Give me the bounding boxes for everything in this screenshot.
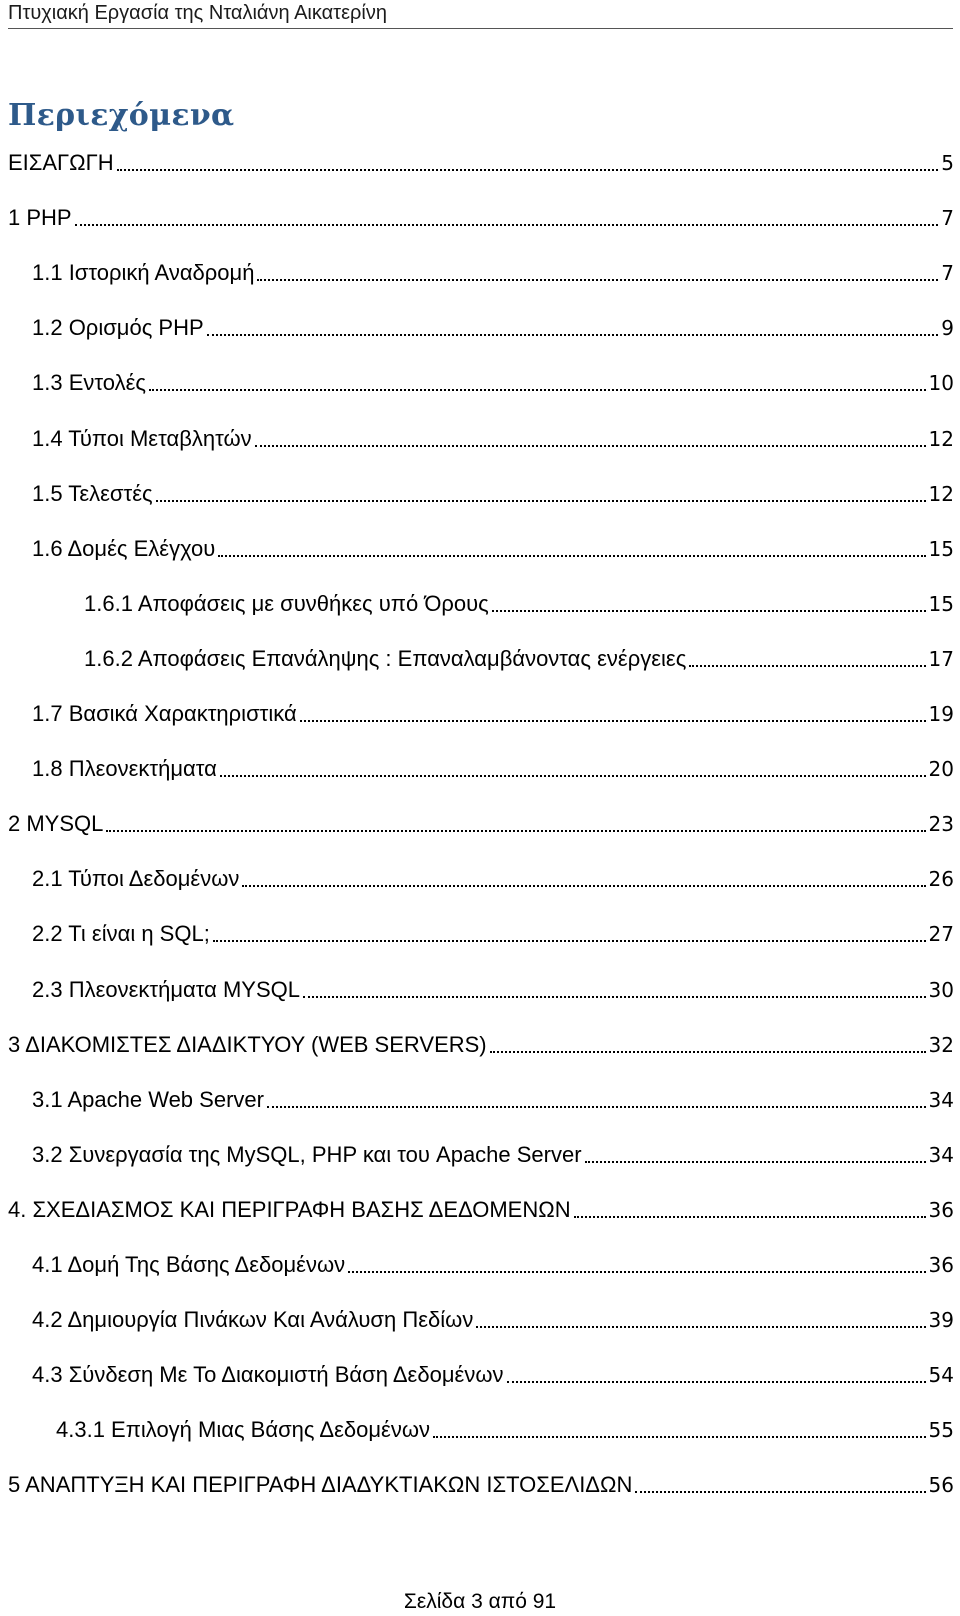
- dot-leader: [257, 278, 938, 281]
- dot-leader: [149, 388, 926, 391]
- toc-entry[interactable]: [8, 144, 954, 176]
- dot-leader: [75, 223, 939, 226]
- toc-entry-label: 3.1 Apache Web Server: [32, 1086, 264, 1112]
- toc-entry-page-number: 36: [928, 1253, 954, 1277]
- toc-entry[interactable]: [32, 1301, 954, 1333]
- toc-entry-page-number: 5: [941, 151, 954, 175]
- toc-entry-page-number: 34: [928, 1087, 954, 1112]
- toc-entry-page-number: 54: [928, 1363, 954, 1388]
- running-header: Πτυχιακή Εργασία της Νταλιάνη Αικατερίνη: [8, 0, 953, 29]
- toc-entry-page-number: 7: [941, 261, 954, 286]
- toc-entry[interactable]: [8, 1026, 954, 1058]
- toc-entry[interactable]: [32, 1136, 954, 1168]
- toc-entry-label: 1.3 Εντολές: [32, 370, 146, 396]
- toc-entry[interactable]: [32, 695, 954, 727]
- toc-entry-page-number: 26: [928, 867, 954, 892]
- dot-leader: [213, 939, 926, 942]
- toc-entry-page-number: 55: [928, 1418, 954, 1443]
- toc-entry-label: 2.3 Πλεονεκτήματα MYSQL: [32, 976, 300, 1002]
- toc-entry-page-number: 23: [928, 812, 954, 837]
- toc-entry-page-number: 7: [941, 206, 954, 231]
- toc-entry-label: 2 MYSQL: [8, 811, 104, 837]
- dot-leader: [348, 1270, 925, 1273]
- dot-leader: [117, 168, 939, 171]
- toc-entry-page-number: 10: [928, 371, 954, 396]
- toc-entry[interactable]: [32, 1081, 954, 1113]
- toc-entry-label: ΕΙΣΑΓΩΓΗ: [8, 150, 114, 175]
- dot-leader: [220, 774, 926, 777]
- toc-entry[interactable]: [32, 530, 954, 562]
- toc-entry-page-number: 20: [928, 757, 954, 782]
- toc-entry-label: 1.6.1 Αποφάσεις με συνθήκες υπό Όρους: [84, 590, 489, 616]
- dot-leader: [476, 1325, 925, 1328]
- toc-entry-page-number: 17: [928, 646, 954, 671]
- dot-leader: [689, 664, 925, 667]
- dot-leader: [242, 884, 925, 887]
- toc-entry-label: 2.2 Τι είναι η SQL;: [32, 921, 210, 947]
- toc-title: Περιεχόμενα: [8, 98, 235, 133]
- toc-entry-label: 1.6 Δομές Ελέγχου: [32, 535, 216, 561]
- toc-entry[interactable]: [32, 860, 954, 892]
- toc-entry-page-number: 39: [928, 1308, 954, 1333]
- toc-entry-label: 1.4 Τύποι Μεταβλητών: [32, 425, 252, 451]
- toc-entry-label: 1.6.2 Αποφάσεις Επανάληψης : Επαναλαμβάνοντας ενέργειες: [84, 645, 687, 671]
- dot-leader: [267, 1105, 926, 1108]
- toc-entry-label: 4.3 Σύνδεση Με Το Διακομιστή Βάση Δεδομένων: [32, 1362, 504, 1388]
- dot-leader: [156, 499, 926, 502]
- toc-entry-label: 1.5 Τελεστές: [32, 480, 153, 506]
- dot-leader: [255, 444, 926, 447]
- toc-entry[interactable]: [8, 1466, 954, 1498]
- toc-entry-page-number: 27: [928, 922, 954, 947]
- toc-entry[interactable]: [32, 254, 954, 286]
- toc-entry-label: 4. ΣΧΕΔΙΑΣΜΟΣ ΚΑΙ ΠΕΡΙΓΡΑΦΗ ΒΑΣΗΣ ΔΕΔΟΜΕΝΩΝ: [8, 1196, 571, 1222]
- dot-leader: [635, 1490, 925, 1493]
- toc-entry-label: 3.2 Συνεργασία της MySQL, PHP και του Apache Server: [32, 1141, 582, 1167]
- toc-entry-label: 3 ΔΙΑΚΟΜΙΣΤΕΣ ΔΙΑΔΙΚΤΥΟΥ (WEB SERVERS): [8, 1031, 487, 1057]
- toc-entry-page-number: 19: [928, 702, 954, 726]
- page-footer: Σελίδα 3 από 91: [403, 1590, 557, 1613]
- toc-entry[interactable]: [56, 1411, 954, 1443]
- toc-entry-label: 4.2 Δημιουργία Πινάκων Και Ανάλυση Πεδίων: [32, 1307, 474, 1333]
- toc-entry-page-number: 12: [928, 481, 954, 506]
- dot-leader: [507, 1380, 926, 1383]
- toc-entry-label: 2.1 Τύποι Δεδομένων: [32, 866, 240, 892]
- toc-entry-page-number: 32: [928, 1032, 954, 1057]
- toc-entry-page-number: 36: [928, 1197, 954, 1222]
- toc-entry[interactable]: [8, 805, 954, 837]
- toc-entry[interactable]: [84, 640, 954, 672]
- dot-leader: [218, 554, 925, 557]
- toc-entry-label: 1.1 Ιστορική Αναδρομή: [32, 260, 255, 286]
- toc-entry[interactable]: [32, 309, 954, 341]
- toc-entry[interactable]: [32, 420, 954, 452]
- dot-leader: [303, 995, 926, 998]
- toc-entry-page-number: 9: [941, 316, 954, 341]
- toc-entry[interactable]: [84, 585, 954, 617]
- toc-entry-label: 4.1 Δομή Της Βάσης Δεδομένων: [32, 1252, 346, 1277]
- toc-entry-page-number: 15: [928, 591, 954, 616]
- toc-entry-label: 1.8 Πλεονεκτήματα: [32, 756, 217, 782]
- toc-entry[interactable]: [32, 475, 954, 507]
- toc-entry[interactable]: [32, 1246, 954, 1278]
- toc-entry[interactable]: [32, 915, 954, 947]
- dot-leader: [585, 1160, 926, 1163]
- dot-leader: [207, 333, 939, 336]
- toc-entry-page-number: 34: [928, 1142, 954, 1167]
- toc-entry[interactable]: [32, 971, 954, 1003]
- toc-entry-label: 5 ΑΝΑΠΤΥΞΗ ΚΑΙ ΠΕΡΙΓΡΑΦΗ ΔΙΑΔΥΚΤΙΑΚΩΝ ΙΣΤΟΣΕΛΙΔΩΝ: [8, 1472, 633, 1498]
- toc-entry[interactable]: [32, 364, 954, 396]
- toc-entry[interactable]: [32, 750, 954, 782]
- toc-entry-label: 1 PHP: [8, 205, 72, 231]
- dot-leader: [490, 1050, 926, 1053]
- toc-entry[interactable]: [8, 199, 954, 231]
- toc-entry-page-number: 56: [928, 1473, 954, 1498]
- dot-leader: [433, 1435, 926, 1438]
- dot-leader: [492, 609, 926, 612]
- toc-entry-label: 4.3.1 Επιλογή Μιας Βάσης Δεδομένων: [56, 1417, 431, 1443]
- dot-leader: [574, 1215, 926, 1218]
- toc-entry[interactable]: [8, 1191, 954, 1223]
- toc-entry-page-number: 15: [928, 536, 954, 561]
- dot-leader: [106, 829, 925, 832]
- toc-entry[interactable]: [32, 1356, 954, 1388]
- toc-entry-page-number: 30: [928, 977, 954, 1002]
- toc-entry-page-number: 12: [928, 426, 954, 451]
- toc-entry-label: 1.7 Βασικά Χαρακτηριστικά: [32, 701, 297, 726]
- dot-leader: [300, 719, 926, 722]
- toc-entry-label: 1.2 Ορισμός PHP: [32, 315, 204, 341]
